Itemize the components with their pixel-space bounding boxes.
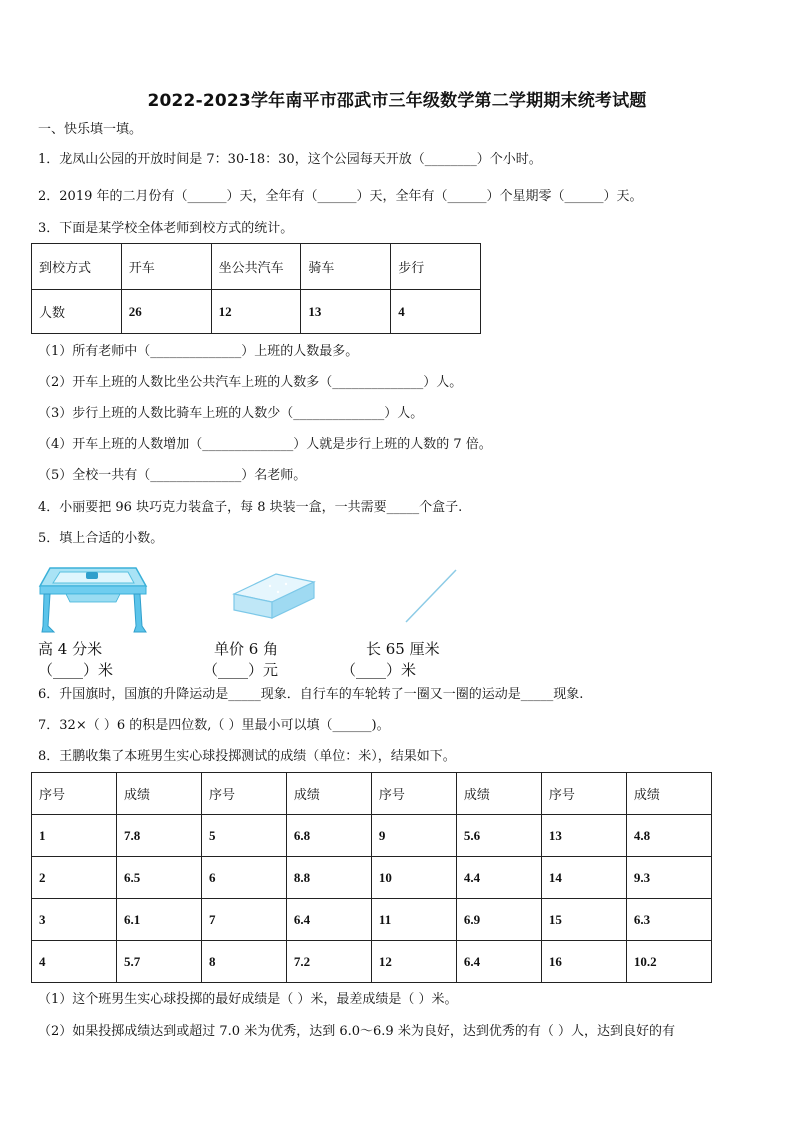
table-cell: 11 <box>371 899 456 941</box>
table-cell: 6.3 <box>626 899 711 941</box>
eraser-illustration <box>230 572 318 622</box>
table-cell: 13 <box>541 815 626 857</box>
table-header-cell: 序号 <box>201 773 286 815</box>
table-cell: 6.1 <box>116 899 201 941</box>
throw-score-table <box>31 772 712 983</box>
table-cell: 15 <box>541 899 626 941</box>
table-header-cell: 坐公共汽车 <box>211 244 301 290</box>
table-cell: 7 <box>201 899 286 941</box>
table-header-cell: 步行 <box>391 244 481 290</box>
question-8: 8．王鹏收集了本班男生实心球投掷测试的成绩（单位：米），结果如下。 <box>38 749 456 764</box>
question-3-sub-5: （5）全校一共有（______________）名老师。 <box>38 468 307 483</box>
commute-table <box>31 243 481 334</box>
table-header-cell: 成绩 <box>286 773 371 815</box>
table-header-cell: 序号 <box>32 773 117 815</box>
q5-answer-length: （____）米 <box>341 661 417 679</box>
question-2: 2．2019 年的二月份有（______）天，全年有（______）天，全年有（______）个星期零（______）天。 <box>38 189 643 204</box>
question-3-sub-4: （4）开车上班的人数增加（______________）人就是步行上班的人数的 7 倍。 <box>38 437 492 452</box>
question-1: 1．龙凤山公园的开放时间是 7：30-18：30，这个公园每天开放（________）个小时。 <box>38 152 542 167</box>
table-cell: 4 <box>391 290 481 334</box>
table-cell: 9 <box>371 815 456 857</box>
table-cell: 10.2 <box>626 941 711 983</box>
question-8-sub-2: （2）如果投掷成绩达到或超过 7.0 米为优秀，达到 6.0～6.9 米为良好，达到优秀的有（ ）人，达到良好的有 <box>38 1024 675 1039</box>
table-header-cell: 骑车 <box>301 244 391 290</box>
table-cell: 7.8 <box>116 815 201 857</box>
table-header-row <box>32 773 712 815</box>
question-3-sub-1: （1）所有老师中（______________）上班的人数最多。 <box>38 344 359 359</box>
table-cell: 12 <box>211 290 301 334</box>
table-cell: 5.7 <box>116 941 201 983</box>
table-cell: 4 <box>32 941 117 983</box>
table-row-label: 人数 <box>32 290 122 334</box>
table-cell: 6 <box>201 857 286 899</box>
table-cell: 6.9 <box>456 899 541 941</box>
table-row <box>32 941 712 983</box>
table-header-cell: 开车 <box>121 244 211 290</box>
table-header-cell: 成绩 <box>116 773 201 815</box>
table-header-cell: 到校方式 <box>32 244 122 290</box>
page-title: 2022-2023学年南平市邵武市三年级数学第二学期期末统考试题 <box>147 91 647 111</box>
table-row <box>32 815 712 857</box>
table-cell: 6.4 <box>456 941 541 983</box>
question-3-sub-2: （2）开车上班的人数比坐公共汽车上班的人数多（______________）人。 <box>38 375 463 390</box>
table-cell: 8 <box>201 941 286 983</box>
table-header-cell: 序号 <box>541 773 626 815</box>
question-8-sub-1: （1）这个班男生实心球投掷的最好成绩是（ ）米，最差成绩是（ ）米。 <box>38 992 458 1007</box>
table-cell: 7.2 <box>286 941 371 983</box>
table-row <box>32 290 481 334</box>
table-cell: 10 <box>371 857 456 899</box>
table-cell: 4.8 <box>626 815 711 857</box>
table-cell: 6.8 <box>286 815 371 857</box>
table-row <box>32 857 712 899</box>
question-5: 5．填上合适的小数。 <box>38 531 164 546</box>
table-cell: 5 <box>201 815 286 857</box>
table-cell: 2 <box>32 857 117 899</box>
table-cell: 5.6 <box>456 815 541 857</box>
table-cell: 8.8 <box>286 857 371 899</box>
table-header-cell: 成绩 <box>626 773 711 815</box>
table-cell: 9.3 <box>626 857 711 899</box>
table-cell: 14 <box>541 857 626 899</box>
q5-caption-height: 高 4 分米 <box>38 640 103 658</box>
question-3: 3．下面是某学校全体老师到校方式的统计。 <box>38 221 294 236</box>
q5-caption-length: 长 65 厘米 <box>366 640 440 658</box>
table-cell: 3 <box>32 899 117 941</box>
table-cell: 6.4 <box>286 899 371 941</box>
table-cell: 12 <box>371 941 456 983</box>
table-header-cell: 序号 <box>371 773 456 815</box>
table-header-row <box>32 244 481 290</box>
table-cell: 26 <box>121 290 211 334</box>
question-4: 4．小丽要把 96 块巧克力装盒子，每 8 块装一盒，一共需要_____个盒子. <box>38 500 463 515</box>
section-heading: 一、快乐填一填。 <box>38 122 143 137</box>
table-illustration <box>36 564 148 636</box>
table-header-cell: 成绩 <box>456 773 541 815</box>
table-row <box>32 899 712 941</box>
question-6: 6．升国旗时，国旗的升降运动是_____现象．自行车的车轮转了一圈又一圈的运动是_____现象. <box>38 687 584 702</box>
table-cell: 6.5 <box>116 857 201 899</box>
q5-answer-height: （____）米 <box>38 661 114 679</box>
table-cell: 13 <box>301 290 391 334</box>
table-cell: 4.4 <box>456 857 541 899</box>
question-3-sub-3: （3）步行上班的人数比骑车上班的人数少（______________）人。 <box>38 406 424 421</box>
line-segment-illustration <box>400 566 460 626</box>
table-cell: 1 <box>32 815 117 857</box>
q5-caption-price: 单价 6 角 <box>214 640 279 658</box>
q5-answer-price: （____）元 <box>203 661 279 679</box>
table-cell: 16 <box>541 941 626 983</box>
question-7: 7．32×（ ）6 的积是四位数,（ ）里最小可以填（______)。 <box>38 718 390 733</box>
